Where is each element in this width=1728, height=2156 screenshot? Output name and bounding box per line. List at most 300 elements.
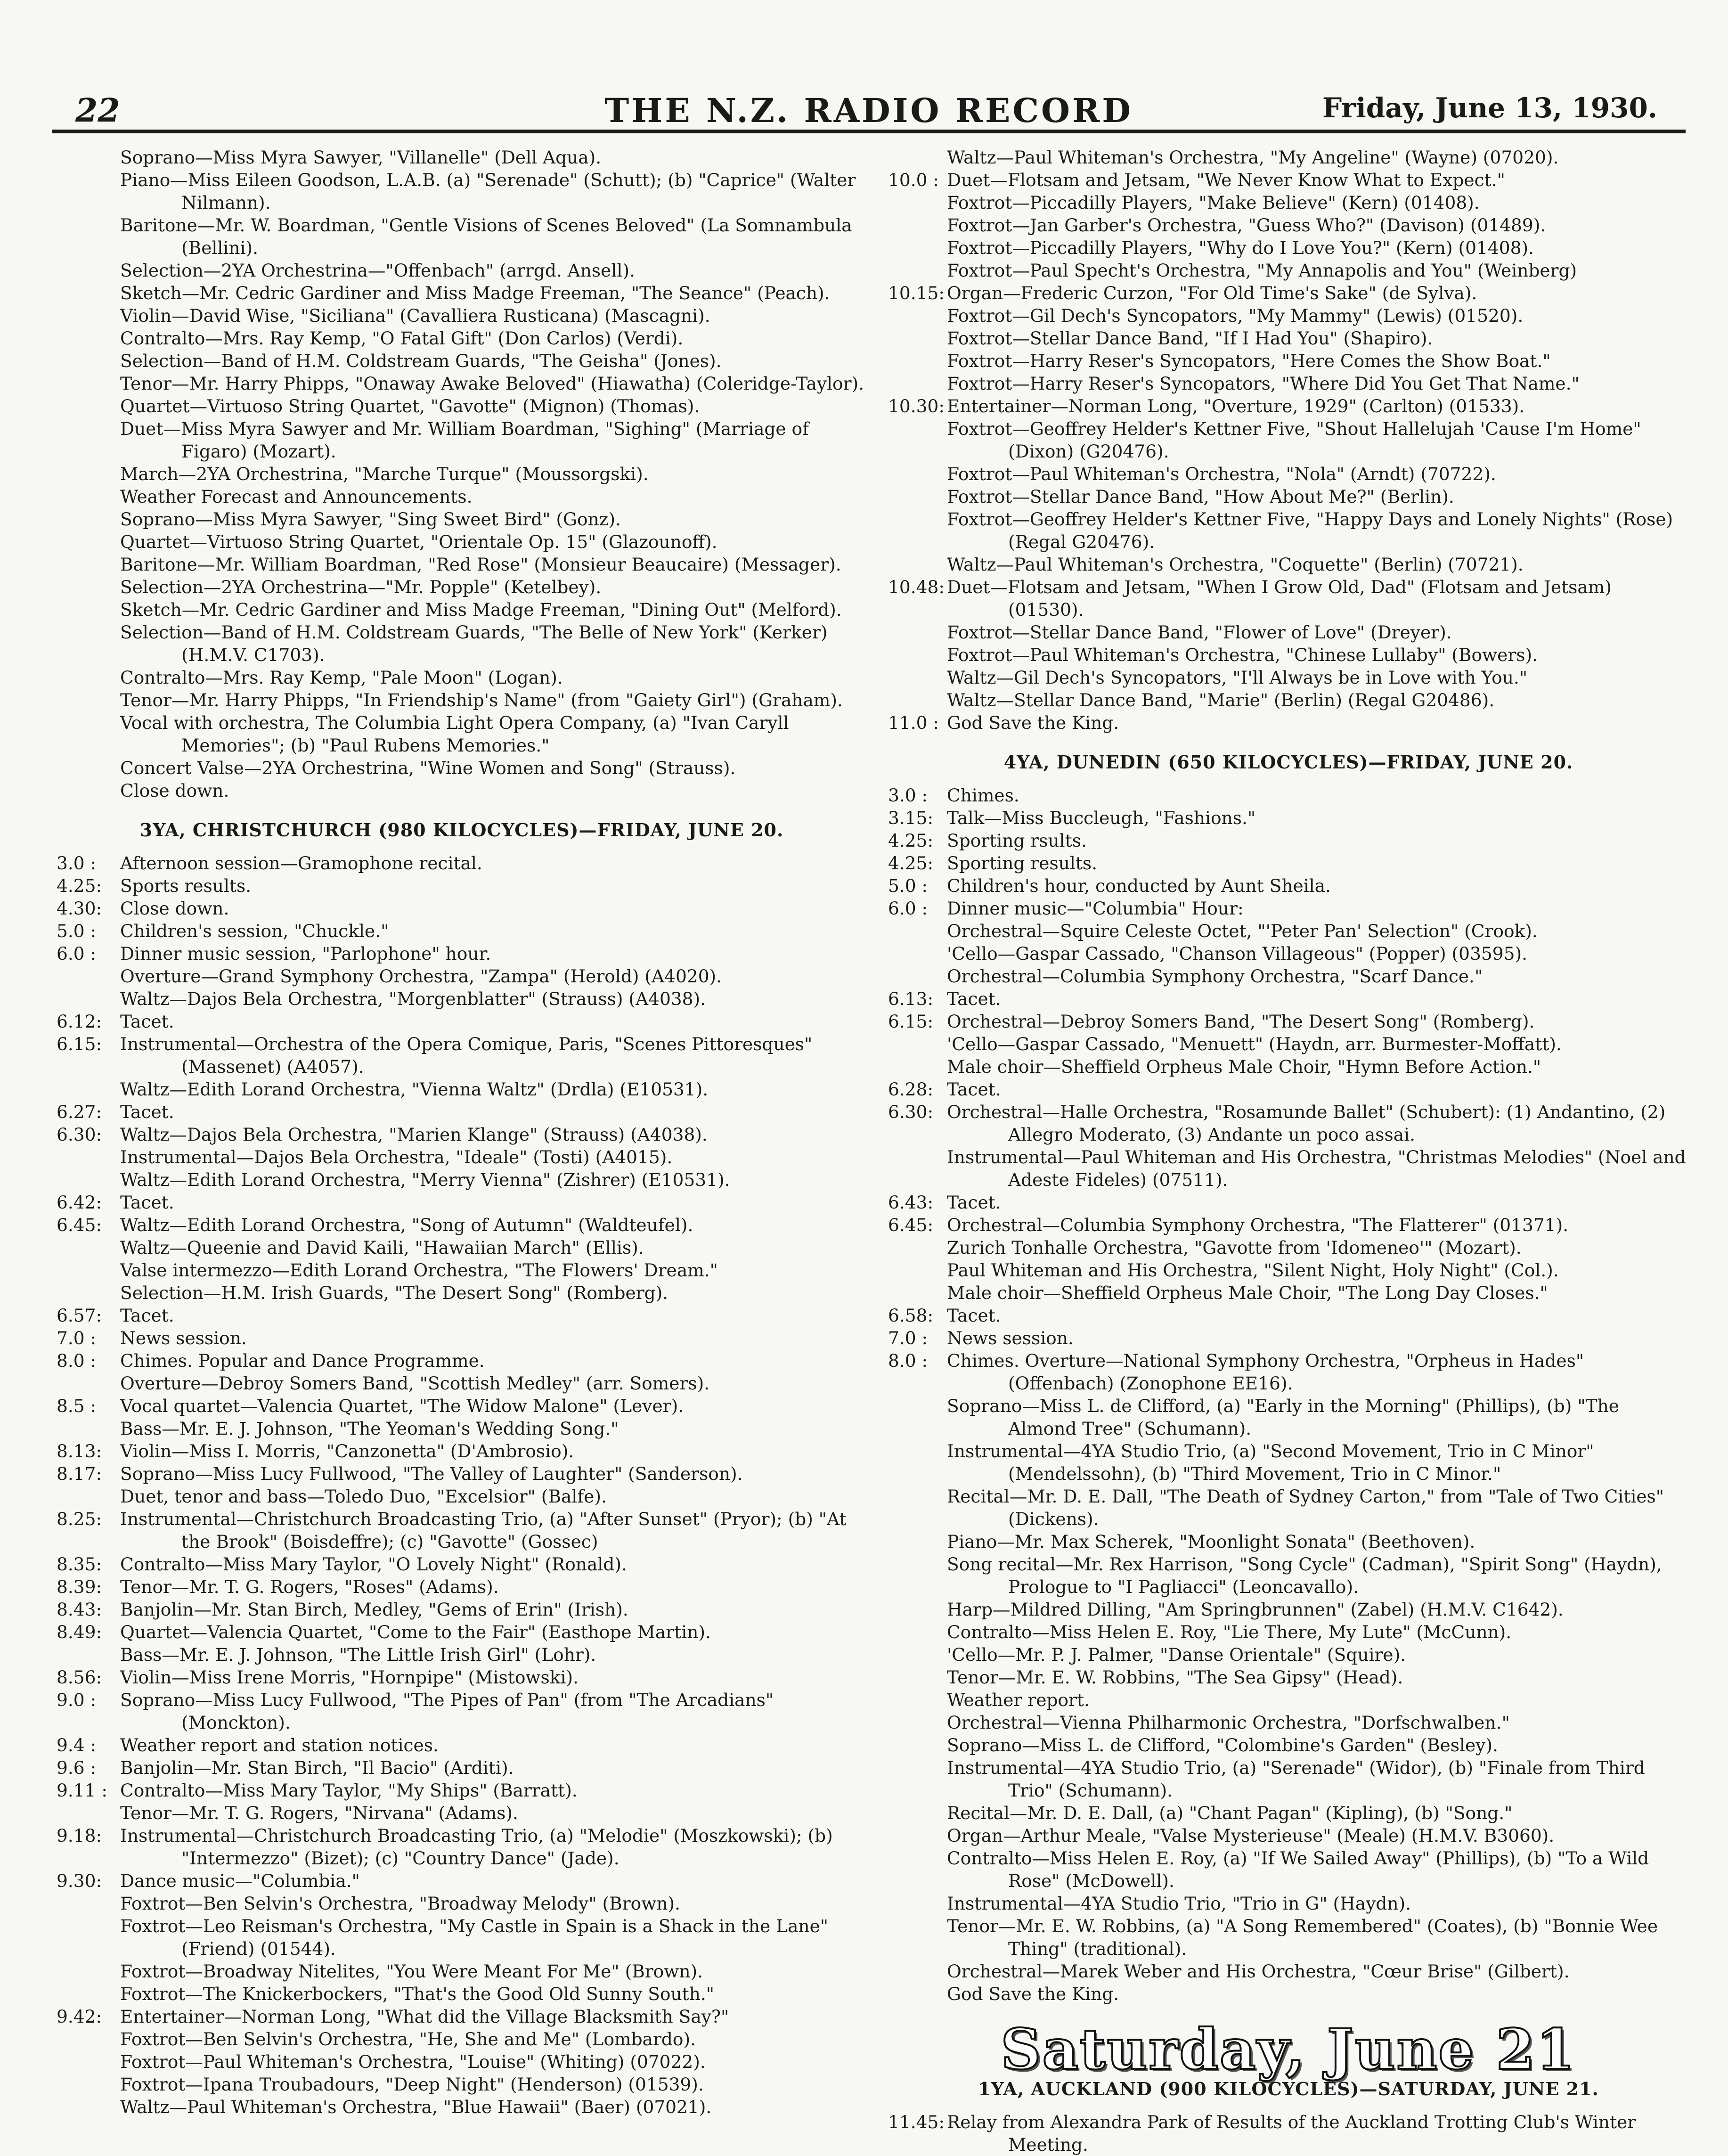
- entry-time: 8.35:: [57, 1554, 102, 1575]
- entry-time: [888, 1756, 947, 1802]
- program-entry: [57, 1983, 867, 2005]
- entry-time: [888, 146, 947, 169]
- entry-time: [57, 598, 120, 621]
- left-column: [57, 146, 867, 2118]
- entry-text: Foxtrot—Paul Whiteman's Orchestra, "Nola" (Arndt) (70722).: [947, 464, 1496, 484]
- program-entry: [888, 463, 1689, 485]
- entry-text: Soprano—Miss L. de Clifford, (a) "Early in the Morning" (Phillips), (b) "The Almond Tree" (Schumann).: [947, 1396, 1619, 1439]
- program-entry: [888, 689, 1689, 711]
- program-entry: [57, 1372, 867, 1395]
- day-heading-saturday: Saturday, June 21: [1001, 2017, 1576, 2082]
- entry-text: Foxtrot—Stellar Dance Band, "Flower of Love" (Dreyer).: [947, 622, 1452, 643]
- entry-text: Foxtrot—Ipana Troubadours, "Deep Night" (Henderson) (01539).: [120, 2074, 704, 2095]
- entry-text: Waltz—Edith Lorand Orchestra, "Merry Vienna" (Zishrer) (E10531).: [120, 1169, 730, 1190]
- program-entry: [888, 1349, 1689, 1395]
- program-entry: [888, 1327, 1689, 1349]
- program-entry: [888, 644, 1689, 666]
- entry-time: [57, 1983, 120, 2005]
- entry-text: Duet—Flotsam and Jetsam, "When I Grow Old, Dad" (Flotsam and Jetsam) (01530).: [947, 577, 1612, 620]
- program-entry: [888, 1915, 1689, 1960]
- entry-text: Foxtrot—Paul Whiteman's Orchestra, "Louise" (Whiting) (07022).: [120, 2051, 706, 2072]
- entry-time: 9.4 :: [57, 1735, 97, 1756]
- program-entry: [57, 395, 867, 417]
- entry-time: [57, 463, 120, 485]
- entry-time: 10.15:: [888, 283, 945, 303]
- entry-time: [57, 485, 120, 508]
- entry-text: Waltz—Dajos Bela Orchestra, "Morgenblatter" (Strauss) (A4038).: [120, 988, 706, 1009]
- entry-time: [888, 1802, 947, 1824]
- entry-text: Baritone—Mr. William Boardman, "Red Rose" (Monsieur Beaucaire) (Messager).: [120, 554, 841, 575]
- entry-text: Waltz—Edith Lorand Orchestra, "Vienna Waltz" (Drdla) (E10531).: [120, 1079, 709, 1100]
- entry-time: [57, 689, 120, 711]
- entry-time: 8.13:: [57, 1441, 102, 1462]
- entry-time: 6.30:: [888, 1102, 934, 1122]
- entry-text: Tenor—Mr. Harry Phipps, "In Friendship's Name" (from "Gaiety Girl") (Graham).: [120, 690, 843, 710]
- program-entry: [57, 1462, 867, 1485]
- entry-time: 6.58:: [888, 1305, 934, 1326]
- entry-time: 5.0 :: [888, 875, 928, 896]
- entry-time: [888, 644, 947, 666]
- program-entry: [888, 711, 1689, 734]
- program-entry: [888, 897, 1689, 920]
- right-column: [888, 146, 1689, 2156]
- entry-text: Foxtrot—Paul Specht's Orchestra, "My Annapolis and You" (Weinberg): [947, 260, 1577, 281]
- program-entry: [888, 1711, 1689, 1734]
- program-entry: [57, 779, 867, 802]
- program-entry: [57, 1327, 867, 1349]
- entry-text: Concert Valse—2YA Orchestrina, "Wine Women and Song" (Strauss).: [120, 758, 736, 778]
- program-entry: [57, 897, 867, 920]
- entry-text: Foxtrot—Geoffrey Helder's Kettner Five, "Happy Days and Lonely Nights" (Rose) (Regal G20476).: [947, 509, 1673, 552]
- entry-text: Bass—Mr. E. J. Johnson, "The Yeoman's Wedding Song.": [120, 1418, 619, 1439]
- program-entry: [57, 1870, 867, 1892]
- program-1ya: [888, 2111, 1689, 2156]
- entry-time: 5.0 :: [57, 921, 97, 941]
- program-entry: [57, 1236, 867, 1259]
- program-entry: [57, 1033, 867, 1078]
- entry-text: Waltz—Stellar Dance Band, "Marie" (Berlin) (Regal G20486).: [947, 690, 1495, 710]
- program-entry: [57, 1146, 867, 1168]
- entry-text: Waltz—Paul Whiteman's Orchestra, "Blue Hawaii" (Baer) (07021).: [120, 2097, 712, 2117]
- entry-text: Organ—Frederic Curzon, "For Old Time's Sake" (de Sylva).: [947, 283, 1477, 303]
- entry-time: [57, 1282, 120, 1304]
- entry-time: 8.0 :: [888, 1350, 928, 1371]
- entry-time: 6.15:: [57, 1034, 102, 1054]
- entry-text: Entertainer—Norman Long, "Overture, 1929" (Carlton) (01533).: [947, 396, 1525, 416]
- entry-text: Weather report.: [947, 1690, 1090, 1710]
- entry-text: Waltz—Paul Whiteman's Orchestra, "Coquette" (Berlin) (70721).: [947, 554, 1524, 575]
- entry-time: [57, 1643, 120, 1666]
- program-entry: [57, 1304, 867, 1327]
- entry-text: Waltz—Paul Whiteman's Orchestra, "My Angeline" (Wayne) (07020).: [947, 147, 1559, 168]
- program-entry: [57, 508, 867, 531]
- entry-time: 11.45:: [888, 2112, 945, 2132]
- entry-time: [57, 1259, 120, 1282]
- program-entry: [57, 2028, 867, 2050]
- entry-time: [57, 757, 120, 779]
- entry-time: 6.43:: [888, 1192, 934, 1213]
- entry-time: [888, 666, 947, 689]
- entry-time: [888, 1915, 947, 1960]
- entry-text: Foxtrot—Stellar Dance Band, "How About Me?" (Berlin).: [947, 486, 1454, 507]
- entry-time: [57, 1485, 120, 1508]
- entry-time: [57, 259, 120, 282]
- entry-text: Foxtrot—The Knickerbockers, "That's the Good Old Sunny South.": [120, 1984, 715, 2004]
- entry-time: 7.0 :: [888, 1328, 928, 1348]
- entry-time: [888, 1055, 947, 1078]
- entry-time: [57, 395, 120, 417]
- entry-time: [57, 282, 120, 304]
- entry-text: Banjolin—Mr. Stan Birch, "Il Bacio" (Arditi).: [120, 1757, 514, 1778]
- program-entry: [888, 2111, 1689, 2156]
- entry-text: Contralto—Miss Mary Taylor, "O Lovely Night" (Ronald).: [120, 1554, 627, 1575]
- entry-text: News session.: [120, 1328, 247, 1348]
- entry-time: [888, 1734, 947, 1756]
- entry-text: Tenor—Mr. T. G. Rogers, "Nirvana" (Adams).: [120, 1803, 518, 1823]
- program-entry: [57, 689, 867, 711]
- entry-text: Tacet.: [947, 1192, 1001, 1213]
- program-entry: [57, 1553, 867, 1576]
- program-entry: [57, 485, 867, 508]
- entry-text: Instrumental—Christchurch Broadcasting Trio, (a) "After Sunset" (Pryor); (b) "At the Brook" (Boisdeffre); (c) "Gavotte" (Gossec): [120, 1509, 847, 1552]
- entry-time: [888, 259, 947, 282]
- program-4ya: [888, 784, 1689, 2005]
- entry-text: Entertainer—Norman Long, "What did the Village Blacksmith Say?": [120, 2006, 729, 2027]
- page-header: [52, 87, 1686, 133]
- program-entry: [888, 146, 1689, 169]
- entry-time: [57, 327, 120, 350]
- program-entry: [57, 1259, 867, 1282]
- entry-text: Tacet.: [947, 1305, 1001, 1326]
- entry-time: [57, 553, 120, 576]
- program-entry: [57, 1689, 867, 1734]
- entry-text: Foxtrot—Ben Selvin's Orchestra, "He, She and Me" (Lombardo).: [120, 2029, 696, 2050]
- entry-time: [57, 1078, 120, 1101]
- entry-text: Children's hour, conducted by Aunt Sheila.: [947, 875, 1331, 896]
- entry-time: 6.28:: [888, 1079, 934, 1100]
- entry-time: [888, 1553, 947, 1598]
- program-entry: [888, 372, 1689, 395]
- entry-time: 8.0 :: [57, 1350, 97, 1371]
- program-entry: [888, 1666, 1689, 1689]
- entry-time: 9.18:: [57, 1825, 102, 1846]
- program-entry: [888, 576, 1689, 621]
- entry-text: Close down.: [120, 898, 229, 919]
- entry-text: Contralto—Miss Helen E. Roy, (a) "If We Sailed Away" (Phillips), (b) "To a Wild Rose" (McDowell).: [947, 1848, 1649, 1891]
- entry-time: 7.0 :: [57, 1328, 97, 1348]
- entry-time: [888, 621, 947, 644]
- program-entry: [57, 463, 867, 485]
- program-entry: [57, 1960, 867, 1983]
- entry-text: Orchestral—Debroy Somers Band, "The Desert Song" (Romberg).: [947, 1011, 1535, 1032]
- entry-text: Duet, tenor and bass—Toledo Duo, "Excelsior" (Balfe).: [120, 1486, 607, 1507]
- entry-text: Overture—Grand Symphony Orchestra, "Zampa" (Herold) (A4020).: [120, 966, 722, 987]
- entry-text: Tenor—Mr. E. W. Robbins, (a) "A Song Remembered" (Coates), (b) "Bonnie Wee Thing" (traditional).: [947, 1916, 1658, 1959]
- program-entry: [57, 1214, 867, 1236]
- entry-text: Waltz—Gil Dech's Syncopators, "I'll Always be in Love with You.": [947, 667, 1528, 688]
- entry-time: 3.0 :: [888, 785, 928, 806]
- entry-time: [888, 1960, 947, 1983]
- program-entry: [57, 1576, 867, 1598]
- entry-time: [57, 1236, 120, 1259]
- entry-text: Instrumental—4YA Studio Trio, (a) "Serenade" (Widor), (b) "Finale from Third Trio" (Schumann).: [947, 1757, 1645, 1801]
- entry-text: Close down.: [120, 780, 229, 801]
- program-entry: [888, 553, 1689, 576]
- entry-text: Soprano—Miss L. de Clifford, "Colombine's Garden" (Besley).: [947, 1735, 1498, 1756]
- entry-time: [888, 1530, 947, 1553]
- program-entry: [57, 1598, 867, 1621]
- entry-text: Selection—Band of H.M. Coldstream Guards, "The Belle of New York" (Kerker) (H.M.V. C1703).: [120, 622, 828, 665]
- entry-time: 8.39:: [57, 1576, 102, 1597]
- entry-text: Instrumental—4YA Studio Trio, "Trio in G" (Haydn).: [947, 1893, 1411, 1914]
- entry-text: Zurich Tonhalle Orchestra, "Gavotte from 'Idomeneo'" (Mozart).: [947, 1237, 1522, 1258]
- entry-time: 6.15:: [888, 1011, 934, 1032]
- program-entry: [57, 553, 867, 576]
- program-entry: [888, 621, 1689, 644]
- entry-time: [57, 2028, 120, 2050]
- program-entry: [888, 1756, 1689, 1802]
- entry-text: Instrumental—4YA Studio Trio, (a) "Second Movement, Trio in C Minor" (Mendelssohn), (b) "Third Movement, Trio in C Minor.": [947, 1441, 1594, 1484]
- entry-text: Instrumental—Christchurch Broadcasting Trio, (a) "Melodie" (Moszkowski); (b) "Intermezzo" (Bizet); (c) "Country Dance" (Jade).: [120, 1825, 833, 1869]
- program-entry: [888, 169, 1689, 191]
- program-entry: [57, 259, 867, 282]
- entry-text: Instrumental—Orchestra of the Opera Comique, Paris, "Scenes Pittoresques" (Massenet) (A4057).: [120, 1034, 813, 1077]
- entry-time: [57, 1892, 120, 1915]
- program-entry: [888, 1530, 1689, 1553]
- entry-text: Tacet.: [120, 1102, 174, 1122]
- entry-time: [888, 1892, 947, 1915]
- entry-time: 4.30:: [57, 898, 102, 919]
- entry-time: 10.30:: [888, 396, 945, 416]
- entry-time: [57, 621, 120, 666]
- program-entry: [57, 920, 867, 942]
- entry-time: [888, 1282, 947, 1304]
- program-entry: [57, 1508, 867, 1553]
- program-entry: [888, 1598, 1689, 1621]
- entry-text: Tacet.: [947, 1079, 1001, 1100]
- entry-text: Soprano—Miss Myra Sawyer, "Sing Sweet Bird" (Gonz).: [120, 509, 621, 530]
- program-entry: [57, 2050, 867, 2073]
- entry-text: Foxtrot—Piccadilly Players, "Why do I Love You?" (Kern) (01408).: [947, 237, 1534, 258]
- program-entry: [888, 807, 1689, 829]
- program-entry: [888, 485, 1689, 508]
- program-2ya-continued: [57, 146, 867, 802]
- entry-text: Recital—Mr. D. E. Dall, (a) "Chant Pagan" (Kipling), (b) "Song.": [947, 1803, 1513, 1823]
- program-entry: [57, 372, 867, 395]
- program-entry: [57, 1621, 867, 1643]
- program-entry: [57, 327, 867, 350]
- section-heading-4ya: 4YA, DUNEDIN (650 KILOCYCLES)—FRIDAY, JUNE 20.: [1003, 751, 1573, 773]
- program-entry: [888, 965, 1689, 988]
- entry-text: Instrumental—Paul Whiteman and His Orchestra, "Christmas Melodies" (Noel and Adeste Fideles) (07511).: [947, 1147, 1686, 1190]
- entry-text: March—2YA Orchestrina, "Marche Turque" (Moussorgski).: [120, 464, 649, 484]
- program-entry: [57, 1756, 867, 1779]
- program-3ya-continued: [888, 146, 1689, 734]
- entry-time: 8.56:: [57, 1667, 102, 1688]
- entry-text: Song recital—Mr. Rex Harrison, "Song Cycle" (Cadman), "Spirit Song" (Haydn), Prologue to "I Pagliacci" (Leoncavallo).: [947, 1554, 1662, 1597]
- entry-time: [888, 553, 947, 576]
- entry-time: [57, 1146, 120, 1168]
- entry-time: [57, 214, 120, 259]
- entry-text: Banjolin—Mr. Stan Birch, Medley, "Gems of Erin" (Irish).: [120, 1599, 628, 1620]
- program-entry: [888, 1101, 1689, 1146]
- program-entry: [888, 1078, 1689, 1101]
- section-heading-3ya: 3YA, CHRISTCHURCH (980 KILOCYCLES)—FRIDAY, JUNE 20.: [139, 819, 784, 841]
- program-entry: [57, 621, 867, 666]
- entry-text: Foxtrot—Stellar Dance Band, "If I Had You" (Shapiro).: [947, 328, 1433, 349]
- entry-text: Talk—Miss Buccleugh, "Fashions.": [947, 808, 1256, 828]
- entry-time: 8.5 :: [57, 1396, 97, 1416]
- entry-text: 'Cello—Mr. P. J. Palmer, "Danse Orientale" (Squire).: [947, 1644, 1406, 1665]
- program-entry: [57, 598, 867, 621]
- entry-time: [888, 508, 947, 553]
- entry-time: [888, 1689, 947, 1711]
- program-entry: [888, 1553, 1689, 1598]
- entry-text: Quartet—Valencia Quartet, "Come to the Fair" (Easthope Martin).: [120, 1622, 711, 1642]
- entry-text: Chimes. Overture—National Symphony Orchestra, "Orpheus in Hades" (Offenbach) (Zonophone EE16).: [947, 1350, 1584, 1394]
- entry-time: 8.43:: [57, 1599, 102, 1620]
- entry-time: 6.45:: [888, 1215, 934, 1235]
- program-entry: [57, 757, 867, 779]
- entry-time: 9.42:: [57, 2006, 102, 2027]
- program-entry: [888, 1033, 1689, 1055]
- entry-text: Afternoon session—Gramophone recital.: [120, 853, 482, 874]
- program-entry: [888, 784, 1689, 807]
- entry-time: [888, 1485, 947, 1530]
- entry-text: Duet—Flotsam and Jetsam, "We Never Know What to Expect.": [947, 170, 1505, 190]
- program-entry: [888, 1983, 1689, 2005]
- program-entry: [57, 1191, 867, 1214]
- entry-text: Violin—Miss I. Morris, "Canzonetta" (D'Ambrosio).: [120, 1441, 574, 1462]
- entry-text: Quartet—Virtuoso String Quartet, "Gavotte" (Mignon) (Thomas).: [120, 396, 700, 416]
- entry-time: [888, 965, 947, 988]
- entry-time: [57, 350, 120, 372]
- entry-text: Waltz—Dajos Bela Orchestra, "Marien Klange" (Strauss) (A4038).: [120, 1124, 708, 1145]
- program-entry: [888, 1734, 1689, 1756]
- program-entry: [57, 1643, 867, 1666]
- entry-time: [888, 1824, 947, 1847]
- program-entry: [57, 576, 867, 598]
- program-entry: [57, 1824, 867, 1870]
- entry-text: Instrumental—Dajos Bela Orchestra, "Ideale" (Tosti) (A4015).: [120, 1147, 673, 1168]
- entry-text: Chimes.: [947, 785, 1019, 806]
- entry-time: [57, 169, 120, 214]
- program-entry: [888, 666, 1689, 689]
- entry-time: [57, 508, 120, 531]
- entry-time: [57, 146, 120, 169]
- program-entry: [888, 874, 1689, 897]
- program-entry: [57, 1666, 867, 1689]
- entry-text: Weather report and station notices.: [120, 1735, 439, 1756]
- entry-text: Vocal quartet—Valencia Quartet, "The Widow Malone" (Lever).: [120, 1396, 684, 1416]
- entry-text: Baritone—Mr. W. Boardman, "Gentle Visions of Scenes Beloved" (La Somnambula (Bellini).: [120, 215, 852, 258]
- program-entry: [888, 1055, 1689, 1078]
- program-entry: [57, 282, 867, 304]
- entry-time: [57, 531, 120, 553]
- program-entry: [57, 1010, 867, 1033]
- program-entry: [888, 1847, 1689, 1892]
- entry-time: [888, 350, 947, 372]
- program-entry: [888, 508, 1689, 553]
- entry-text: Vocal with orchestra, The Columbia Light Opera Company, (a) "Ivan Caryll Memories"; (b) "Paul Rubens Memories.": [120, 712, 789, 756]
- entry-time: 6.12:: [57, 1011, 102, 1032]
- entry-text: God Save the King.: [947, 712, 1119, 733]
- entry-text: Selection—Band of H.M. Coldstream Guards, "The Geisha" (Jones).: [120, 351, 722, 371]
- program-entry: [57, 169, 867, 214]
- entry-time: 6.13:: [888, 988, 934, 1009]
- entry-text: Organ—Arthur Meale, "Valse Mysterieuse" (Meale) (H.M.V. B3060).: [947, 1825, 1555, 1846]
- program-entry: [888, 1643, 1689, 1666]
- entry-text: Foxtrot—Paul Whiteman's Orchestra, "Chinese Lullaby" (Bowers).: [947, 645, 1538, 665]
- entry-time: 10.0 :: [888, 170, 939, 190]
- program-entry: [888, 350, 1689, 372]
- entry-text: Contralto—Mrs. Ray Kemp, "Pale Moon" (Logan).: [120, 667, 563, 688]
- program-entry: [57, 1892, 867, 1915]
- entry-time: 4.25:: [888, 830, 934, 851]
- entry-time: [888, 1711, 947, 1734]
- entry-time: [888, 327, 947, 350]
- program-entry: [57, 1168, 867, 1191]
- program-entry: [57, 1101, 867, 1123]
- entry-text: 'Cello—Gaspar Cassado, "Menuett" (Haydn, arr. Burmester-Moffatt).: [947, 1034, 1562, 1054]
- entry-time: [57, 2096, 120, 2118]
- program-entry: [888, 259, 1689, 282]
- program-entry: [888, 1892, 1689, 1915]
- program-entry: [57, 852, 867, 874]
- entry-time: [57, 1168, 120, 1191]
- program-entry: [888, 304, 1689, 327]
- program-entry: [888, 1304, 1689, 1327]
- entry-time: 3.15:: [888, 808, 934, 828]
- entry-text: Relay from Alexandra Park of Results of the Auckland Trotting Club's Winter Meeting.: [947, 2112, 1636, 2155]
- program-entry: [888, 829, 1689, 852]
- entry-time: [57, 576, 120, 598]
- program-entry: [888, 1689, 1689, 1711]
- entry-text: Waltz—Edith Lorand Orchestra, "Song of Autumn" (Waldteufel).: [120, 1215, 693, 1235]
- program-entry: [57, 965, 867, 988]
- entry-time: [888, 1847, 947, 1892]
- program-entry: [888, 1236, 1689, 1259]
- entry-text: Overture—Debroy Somers Band, "Scottish Medley" (arr. Somers).: [120, 1373, 710, 1394]
- program-entry: [57, 1395, 867, 1417]
- program-entry: [888, 417, 1689, 463]
- program-entry: [888, 1824, 1689, 1847]
- entry-time: [888, 1395, 947, 1440]
- entry-text: Piano—Mr. Max Scherek, "Moonlight Sonata" (Beethoven).: [947, 1531, 1475, 1552]
- entry-text: Tenor—Mr. T. G. Rogers, "Roses" (Adams).: [120, 1576, 499, 1597]
- program-entry: [888, 942, 1689, 965]
- entry-text: Foxtrot—Harry Reser's Syncopators, "Here Comes the Show Boat.": [947, 351, 1551, 371]
- entry-text: Dance music—"Columbia.": [120, 1870, 360, 1891]
- entry-text: Waltz—Queenie and David Kaili, "Hawaiian March" (Ellis).: [120, 1237, 644, 1258]
- entry-time: [57, 1802, 120, 1824]
- entry-time: [888, 1598, 947, 1621]
- entry-time: [57, 1960, 120, 1983]
- program-entry: [888, 282, 1689, 304]
- program-entry: [57, 304, 867, 327]
- program-entry: [888, 1146, 1689, 1191]
- entry-text: Foxtrot—Leo Reisman's Orchestra, "My Castle in Spain is a Shack in the Lane" (Friend) (01544).: [120, 1916, 829, 1959]
- entry-text: Orchestral—Columbia Symphony Orchestra, "The Flatterer" (01371).: [947, 1215, 1569, 1235]
- entry-text: Quartet—Virtuoso String Quartet, "Orientale Op. 15" (Glazounoff).: [120, 531, 717, 552]
- program-entry: [57, 417, 867, 463]
- entry-time: 6.27:: [57, 1102, 102, 1122]
- program-entry: [57, 1349, 867, 1372]
- entry-time: [57, 988, 120, 1010]
- entry-time: [888, 372, 947, 395]
- program-entry: [57, 1734, 867, 1756]
- entry-time: 8.17:: [57, 1463, 102, 1484]
